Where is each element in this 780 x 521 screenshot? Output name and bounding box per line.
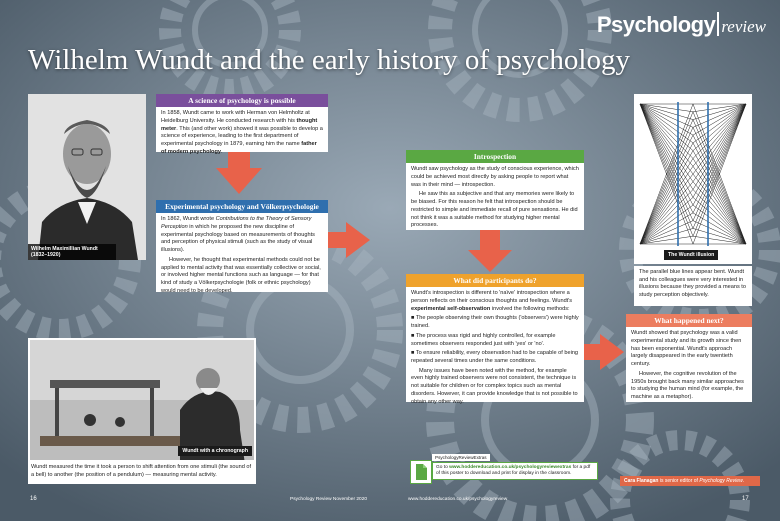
illusion-text-box [634, 266, 752, 306]
illusion-ray [693, 151, 746, 244]
logo-main: Psychology [596, 12, 716, 37]
footer-issue: Psychology Review November 2020 [290, 497, 368, 502]
portrait-image [28, 94, 146, 260]
download-label: PsychologyReviewExtras [432, 454, 490, 461]
illusion-ray [693, 174, 746, 244]
wundt-portrait [28, 94, 146, 260]
illusion-ray [640, 236, 693, 244]
box-introspection-heading: Introspection [406, 150, 584, 163]
box-participants-p1: Wundt's introspection is different to 'naïve' introspection where a person reflects on their conscious thoughts and feelings. Wundt's experimental self-observation involved the following methods: [411, 290, 573, 312]
illusion-ray [693, 104, 746, 112]
magazine-logo [597, 12, 766, 38]
chronograph-image [30, 340, 256, 462]
illusion-ray [640, 104, 693, 112]
illusion-ray [693, 104, 746, 166]
illusion-ray [693, 158, 746, 244]
illusion-ray [693, 104, 746, 221]
illusion-ray [693, 182, 746, 244]
footer-url: www.hoddereducation.co.uk/psychologyreview [408, 497, 508, 502]
illusion-ray [693, 127, 746, 244]
box-participants [406, 274, 584, 405]
box-science-text: In 1858, Wundt came to work with Herman von Helmholtz at Heidelburg University. He conducted research with his thought meter. This (and other work) showed it was possible to develop a science of experience, leading to the first department of experimental psychology in 1879, earning him the name father of modern psychology. [161, 110, 323, 155]
download-link[interactable]: www.hoddereducation.co.uk/psychologyreviewextras [449, 465, 572, 470]
box-science-possible [156, 94, 328, 155]
illusion-ray [640, 104, 693, 197]
illusion-ray [640, 104, 693, 228]
illusion-ray [693, 236, 746, 244]
download-text: Go to www.hoddereducation.co.uk/psychologyreviewextras for a pdf of this poster to download and print for display in the classroom. [432, 462, 598, 480]
box-participants-heading: What did participants do? [406, 274, 584, 287]
portrait-caption [28, 244, 116, 260]
illusion-ray [640, 182, 693, 244]
illusion-ray [640, 174, 693, 244]
box-introspection [406, 150, 584, 230]
page-number-left: 16 [30, 496, 37, 502]
logo-divider [717, 12, 719, 36]
box-what-happened-heading: What happened next? [626, 314, 752, 327]
illusion-ray [640, 197, 693, 244]
illusion-ray [693, 104, 746, 197]
chronograph-caption: Wundt with a chronograph [178, 446, 252, 456]
illusion-text: The parallel blue lines appear bent. Wundt and his colleagues were very interested in illusions because they provided a means to study perception objectively. [639, 269, 746, 299]
box-participants-bullet-3: ■ To ensure reliability, every observation had to be capable of being repeated several times under the same conditions. [411, 350, 579, 364]
illusion-ray [693, 104, 746, 190]
box-what-happened-p2: However, the cognitive revolution of the 1950s brought back many similar approaches to studying the human mind (for example, the machine as a metaphor). [631, 370, 744, 400]
page-title: Wilhelm Wundt and the early history of psychology [28, 44, 630, 76]
box-what-happened [626, 314, 752, 402]
illusion-ray [693, 104, 746, 174]
portrait-caption-dates: (1832–1920) [31, 252, 61, 258]
box-experimental-p1: In 1862, Wundt wrote Contributions to the Theory of Sensory Perception in which he proposed the new discipline of experimental psychology based on measurements of thoughts and perception of physical stimuli (such as the study of visual illusions). [161, 216, 315, 254]
logo-sub: review [721, 17, 766, 36]
wundt-illusion [634, 94, 752, 264]
illusion-ray [640, 151, 693, 244]
box-experimental-p2: However, he thought that experimental methods could not be applied to mental activity that was essentially collective or social, or involved higher mental functions such as language — for that kind of study a Völkerpsychologie (folk or ethnic psychology) would need to be developed. [161, 256, 321, 294]
pdf-icon [410, 460, 432, 484]
box-introspection-p1: Wundt saw psychology as the study of conscious experience, which could be achieved most directly by asking people to report what was in their mind — introspection. [411, 166, 579, 188]
chronograph-photo [28, 338, 256, 462]
illusion-ray [693, 197, 746, 244]
portrait-caption-name: Wilhelm Maximillian Wundt [31, 246, 98, 252]
box-experimental-heading: Experimental psychology and Völkerpsychologie [156, 200, 328, 213]
illusion-ray [693, 104, 746, 151]
box-participants-bullet-1: ■ The people observing their own thoughts ('observers') were highly trained. [411, 315, 579, 330]
illusion-drawing [634, 94, 752, 264]
page-number-right: 17 [742, 496, 749, 502]
illusion-ray [640, 104, 693, 221]
box-science-heading: A science of psychology is possible [156, 94, 328, 107]
box-participants-p2: Many issues have been noted with the method, for example even highly trained observers were not consistent, the technique is not suitable for children or for complex topics such as mental disorders. However, it can provide knowledge that is not possible to obtain any other way. [411, 367, 578, 405]
box-experimental-psychology [156, 200, 328, 292]
illusion-ray [640, 120, 693, 244]
illusion-ray [640, 104, 693, 151]
illusion-ray [640, 127, 693, 244]
editor-credit: Cara Flanagan is senior editor of Psychology Review. [620, 476, 760, 486]
chronograph-text: Wundt measured the time it took a person to shift attention from one stimuli (the sound of a bell) to another (the position of a pendulum) — measuring mental activity. [31, 464, 252, 478]
chronograph-text-box [28, 462, 256, 484]
download-note [406, 454, 592, 484]
illusion-ray [640, 104, 693, 166]
box-participants-bullet-2: ■ The process was rigid and highly controlled, for example sometimes observers responded just with 'yes' or 'no'. [411, 332, 556, 347]
box-introspection-p2: He saw this as subjective and that any memories were likely to be biased. For this reason he felt that introspection should be restricted to simple and immediate recall of pure sensations. He did not think it was a suitable method for studying higher mental processes. [411, 191, 578, 229]
illusion-ray [693, 120, 746, 244]
box-what-happened-p1: Wundt showed that psychology was a valid experimental study and its growth since then has been exponential. Wundt's approach largely disappeared in the early twentieth century. [631, 330, 742, 368]
illusion-ray [640, 104, 693, 190]
illusion-ray [640, 104, 693, 174]
illusion-ray [693, 104, 746, 228]
illusion-caption: The Wundt illusion [664, 250, 718, 260]
illusion-ray [640, 158, 693, 244]
